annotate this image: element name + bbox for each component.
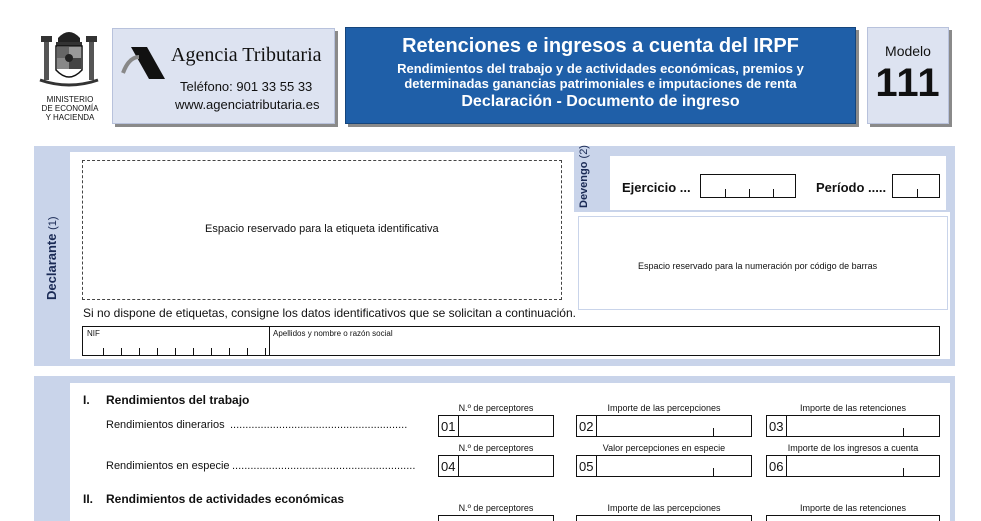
s1-row1-label: Rendimientos dinerarios — [106, 419, 225, 431]
agency-website: www.agenciatributaria.es — [175, 97, 320, 112]
box-03-code: 03 — [769, 419, 784, 434]
form-subtitle-1: Rendimientos del trabajo y de actividades económicas, premios y — [397, 61, 804, 76]
ejercicio-input[interactable] — [700, 174, 796, 198]
instruction-text: Si no dispone de etiquetas, consigne los datos identificativos que se solicitan a continuación. — [83, 306, 576, 320]
name-label: Apellidos y nombre o razón social — [273, 329, 393, 338]
box-01[interactable] — [438, 415, 554, 437]
s1-row2-header-3: Importe de los ingresos a cuenta — [787, 443, 919, 453]
s2-header-2: Importe de las percepciones — [607, 503, 721, 513]
modelo-number: 111 — [875, 61, 941, 105]
s1-row1-header-2: Importe de las percepciones — [607, 403, 721, 413]
box-04-code: 04 — [441, 459, 456, 474]
box-02-code: 02 — [579, 419, 594, 434]
s1-row1-header-1: N.º de perceptores — [458, 403, 534, 413]
box-04-divider — [458, 456, 459, 476]
section-1-numeral: I. — [83, 393, 90, 407]
box-05-divider — [596, 456, 597, 476]
box-06[interactable] — [766, 455, 940, 477]
ministry-line-1: MINISTERIO — [46, 95, 94, 104]
box-01-code: 01 — [441, 419, 456, 434]
agency-logo-icon — [121, 43, 167, 83]
s1-row1-header-3: Importe de las retenciones — [799, 403, 907, 413]
declarante-label-text: Declarante — [44, 233, 59, 300]
declarante-side-label — [44, 216, 59, 300]
s2-header-1: N.º de perceptores — [458, 503, 534, 513]
form-title-box — [345, 27, 856, 124]
box-02[interactable] — [576, 415, 752, 437]
form-subtitle-2: determinadas ganancias patrimoniales e imputaciones de renta — [404, 76, 797, 91]
form-subtitle-3: Declaración - Documento de ingreso — [461, 93, 740, 110]
devengo-fields — [610, 156, 946, 210]
devengo-label — [578, 145, 590, 208]
devengo-label-text: Devengo — [578, 161, 590, 208]
box-05-code: 05 — [579, 459, 594, 474]
s1-row1-dots: .......................................................... — [230, 419, 408, 431]
barcode-reserved-text: Espacio reservado para la numeración por código de barras — [638, 261, 878, 271]
section-1-title: Rendimientos del trabajo — [106, 393, 250, 407]
s2-header-3: Importe de las retenciones — [799, 503, 907, 513]
label-reserved-area — [82, 160, 562, 300]
modelo-box — [867, 27, 949, 124]
s1-row2-label: Rendimientos en especie — [106, 460, 230, 472]
name-input[interactable] — [271, 339, 937, 355]
ministry-name — [30, 95, 110, 122]
box-08[interactable] — [576, 515, 752, 521]
declarante-label-note: (1) — [47, 216, 59, 230]
box-05[interactable] — [576, 455, 752, 477]
label-reserved-text: Espacio reservado para la etiqueta identificativa — [205, 223, 439, 235]
nif-name-row — [82, 326, 940, 356]
agency-phone: Teléfono: 901 33 55 33 — [180, 79, 313, 94]
ejercicio-label: Ejercicio ... — [622, 180, 691, 195]
box-06-divider — [786, 456, 787, 476]
s1-row2-dots: ............................................................ — [232, 460, 416, 472]
s1-row2-header-2: Valor percepciones en especie — [602, 443, 726, 453]
box-07[interactable] — [438, 515, 554, 521]
ministry-line-3: Y HACIENDA — [45, 113, 95, 122]
section-2-numeral: II. — [83, 492, 94, 506]
s1-row2-header-1: N.º de perceptores — [458, 443, 534, 453]
agency-box — [112, 28, 335, 124]
box-01-divider — [458, 416, 459, 436]
periodo-label: Período ..... — [816, 180, 887, 195]
periodo-input[interactable] — [892, 174, 940, 198]
box-06-code: 06 — [769, 459, 784, 474]
form-title: Retenciones e ingresos a cuenta del IRPF — [402, 35, 799, 57]
barcode-reserved-area — [578, 216, 948, 310]
box-02-divider — [596, 416, 597, 436]
devengo-label-note: (2) — [578, 145, 590, 159]
ministry-line-2: DE ECONOMÍA — [41, 104, 99, 113]
section-2-title: Rendimientos de actividades económicas — [106, 492, 345, 506]
box-09[interactable] — [766, 515, 940, 521]
nif-input[interactable] — [103, 335, 267, 356]
box-04[interactable] — [438, 455, 554, 477]
box-03[interactable] — [766, 415, 940, 437]
spain-coat-of-arms-icon — [38, 26, 100, 92]
modelo-label: Modelo — [885, 43, 931, 59]
nif-divider — [269, 327, 270, 355]
nif-label: NIF — [87, 329, 100, 338]
box-03-divider — [786, 416, 787, 436]
agency-name: Agencia Tributaria — [171, 44, 322, 66]
